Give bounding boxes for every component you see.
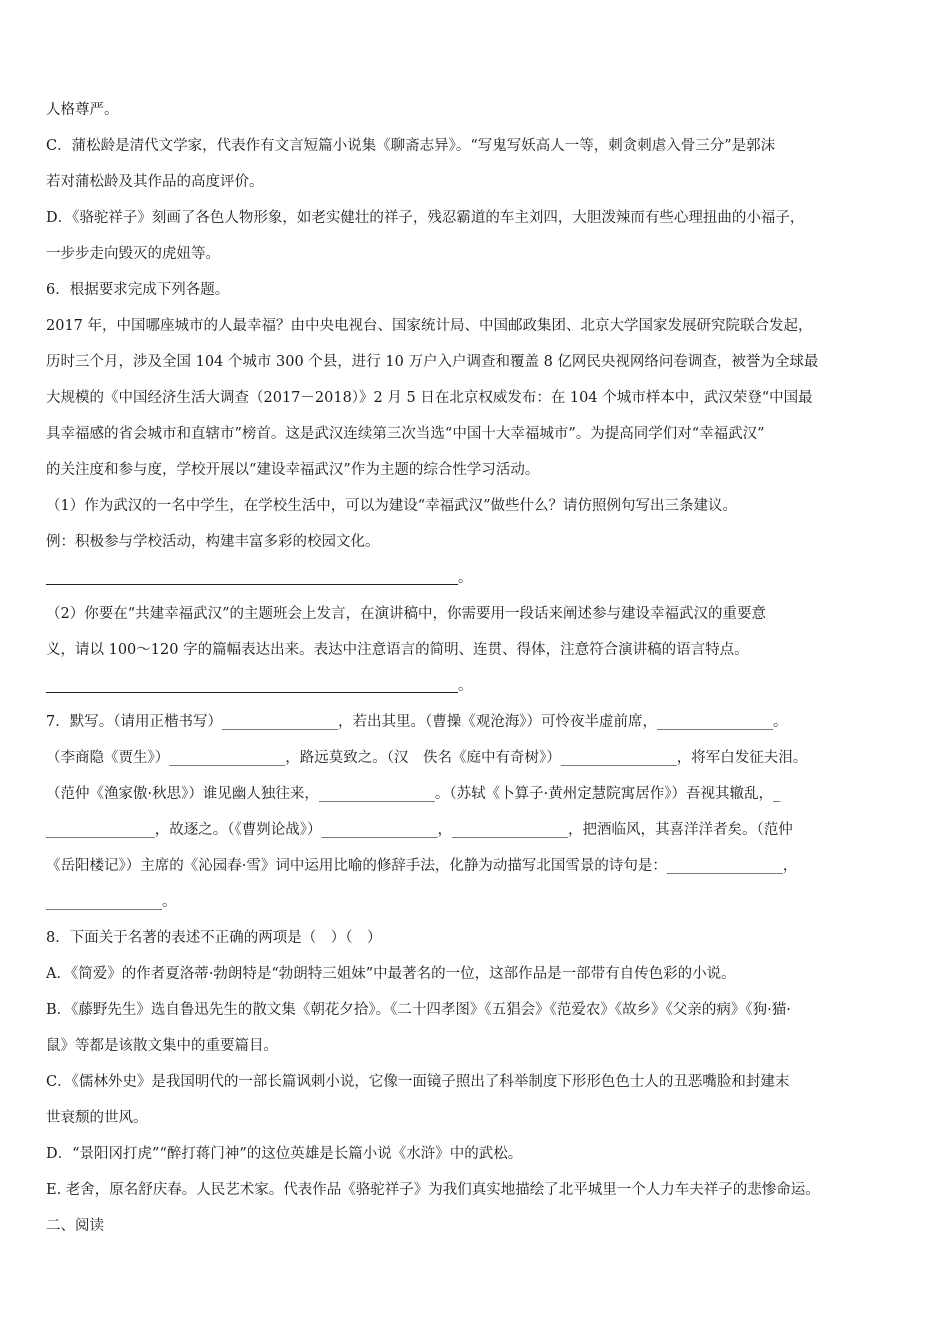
option-d: D．“景阳冈打虎”“醉打蒋门神”的这位英雄是长篇小说《水浒》中的武松。 [46, 1146, 523, 1162]
text-line: 人格尊严。 [46, 102, 119, 118]
answer-blank-2[interactable] [46, 668, 914, 704]
question-6-heading: 6．根据要求完成下列各题。 [46, 282, 230, 298]
answer-period: 。 [458, 678, 473, 694]
document-page [46, 92, 914, 1244]
question-7-line: 7．默写。（请用正楷书写）________________，若出其里。（曹操《观沧海》）可怜夜半虚前席，________________。 [46, 714, 788, 730]
option-c-line-1: C．蒲松龄是清代文学家，代表作有文言短篇小说集《聊斋志异》。“写鬼写妖高人一等，刺贪刺虐入骨三分”是郭沫 [46, 138, 776, 154]
option-c: C．《儒林外史》是我国明代的一部长篇讽刺小说，它像一面镜子照出了科举制度下形形色色士人的丑恶嘴脸和封建末 [46, 1074, 790, 1090]
passage-line: 大规模的《中国经济生活大调查（2017－2018）》2 月 5 日在北京权威发布：在 104 个城市样本中，武汉荣登“中国最 [46, 390, 813, 406]
answer-period: 。 [458, 570, 473, 586]
option-a: A．《简爱》的作者夏洛蒂·勃朗特是“勃朗特三姐妹”中最著名的一位，这部作品是一部带有自传色彩的小说。 [46, 966, 736, 982]
sub-question-2-cont: 义，请以 100～120 字的篇幅表达出来。表达中注意语言的简明、连贯、得体，注意符合演讲稿的语言特点。 [46, 642, 749, 658]
answer-underline [46, 584, 458, 585]
passage-line: 的关注度和参与度，学校开展以“建设幸福武汉”作为主题的综合性学习活动。 [46, 462, 540, 478]
passage-line: 2017 年，中国哪座城市的人最幸福？由中央电视台、国家统计局、中国邮政集团、北京大学国家发展研究院联合发起， [46, 318, 813, 334]
answer-blank-1[interactable] [46, 560, 914, 596]
option-b-cont: 鼠》等都是该散文集中的重要篇目。 [46, 1038, 278, 1054]
answer-underline [46, 692, 458, 693]
question-7-line: 《岳阳楼记》）主席的《沁园春·雪》词中运用比喻的修辞手法，化静为动描写北国雪景的诗句是：________________， [46, 858, 798, 874]
option-c-cont: 世衰颓的世风。 [46, 1110, 148, 1126]
text-line: 若对蒲松龄及其作品的高度评价。 [46, 174, 264, 190]
question-7-line: （李商隐《贾生》）________________，路远莫致之。（汉 佚名《庭中有奇树》）________________，将军白发征夫泪。 [46, 750, 808, 766]
option-d-line-1: D．《骆驼祥子》刻画了各色人物形象，如老实健壮的祥子，残忍霸道的车主刘四，大胆泼辣而有些心理扭曲的小福子， [46, 210, 805, 226]
sub-question-2: （2）你要在“共建幸福武汉”的主题班会上发言，在演讲稿中，你需要用一段话来阐述参与建设幸福武汉的重要意 [46, 606, 767, 622]
passage-line: 具幸福感的省会城市和直辖市”榜首。这是武汉连续第三次当选“中国十大幸福城市”。为提高同学们对“幸福武汉” [46, 426, 765, 442]
option-e: E. 老舍，原名舒庆春。人民艺术家。代表作品《骆驼祥子》为我们真实地描绘了北平城里一个人力车夫祥子的悲惨命运。 [46, 1182, 820, 1198]
question-7-line: ________________。 [46, 894, 177, 910]
question-7-line: _______________，故逐之。（《曹刿论战》）________________，________________，把酒临风，其喜洋洋者矣。（范仲 [46, 822, 793, 838]
section-heading: 二、阅读 [46, 1218, 104, 1234]
text-line: 一步步走向毁灭的虎妞等。 [46, 246, 220, 262]
passage-line: 历时三个月，涉及全国 104 个城市 300 个县，进行 10 万户入户调查和覆盖 8 亿网民央视网络问卷调查，被誉为全球最 [46, 354, 819, 370]
option-b: B．《藤野先生》选自鲁迅先生的散文集《朝花夕拾》。《二十四孝图》《五猖会》《范爱农》《故乡》《父亲的病》《狗·猫· [46, 1002, 791, 1018]
sub-question-1: （1）作为武汉的一名中学生，在学校生活中，可以为建设“幸福武汉”做些什么？请仿照例句写出三条建议。 [46, 498, 738, 514]
question-8-heading: 8．下面关于名著的表述不正确的两项是（ ）（ ） [46, 930, 382, 946]
question-7-line: （范仲《渔家傲·秋思》）谁见幽人独往来，________________。（苏轼《卜算子·黄州定慧院寓居作》）吾视其辙乱，_ [46, 786, 781, 802]
example-line: 例：积极参与学校活动，构建丰富多彩的校园文化。 [46, 534, 380, 550]
